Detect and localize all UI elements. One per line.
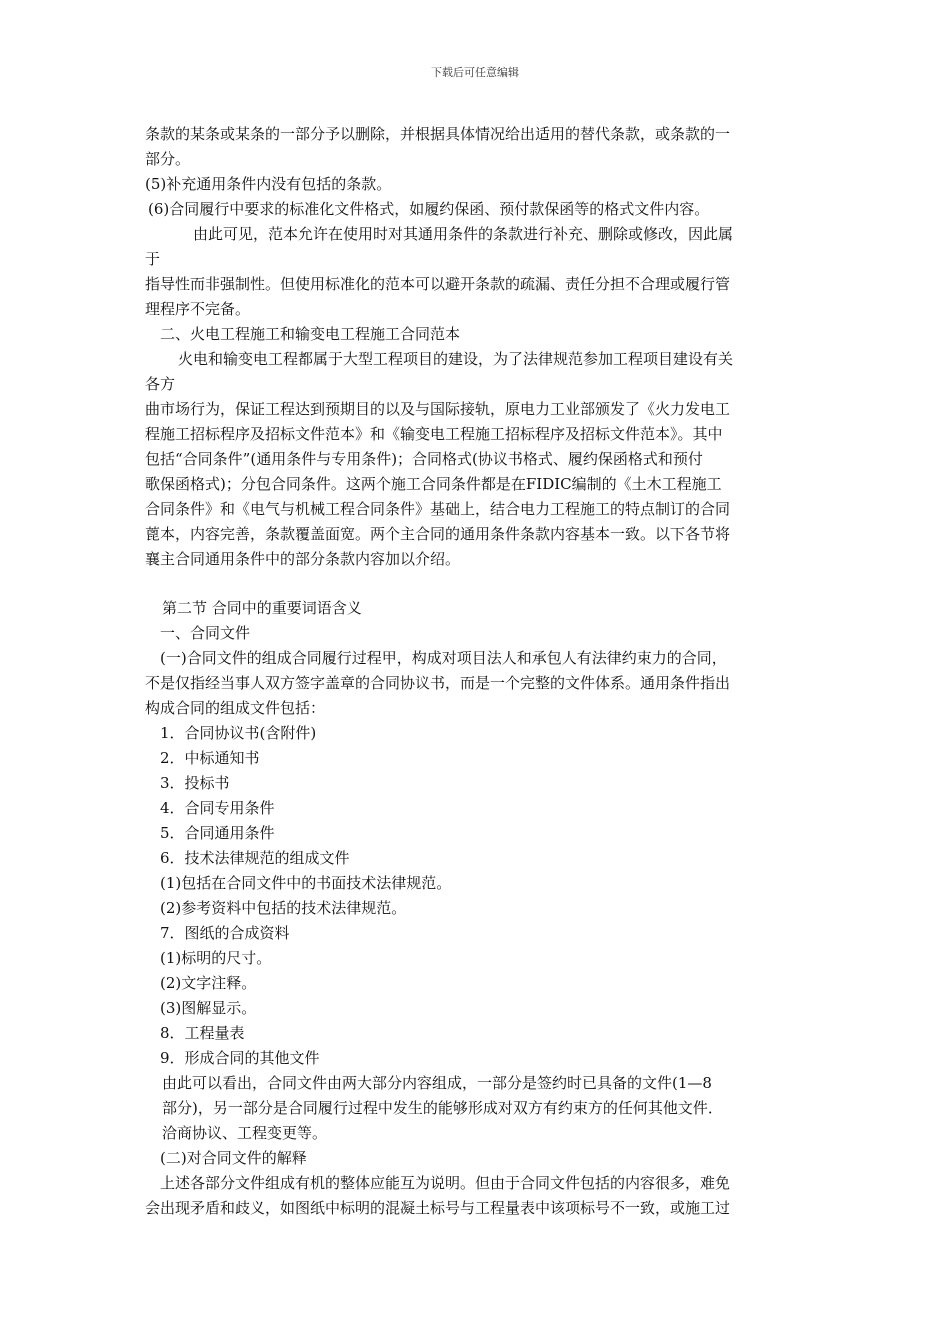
text-line: (6)合同履行中要求的标准化文件格式，如履约保函、预付款保函等的格式文件内容。: [148, 200, 710, 218]
text-line: 襄主合同通用条件中的部分条款内容加以介绍。: [145, 550, 461, 568]
text-line: 上述各部分文件组成有机的整体应能互为说明。但由于合同文件包括的内容很多，难免: [160, 1174, 731, 1192]
text-line: 曲市场行为，保证工程达到预期目的以及与国际接轨，原电力工业部颁发了《火力发电工: [145, 400, 731, 418]
list-item: 2．中标通知书: [160, 749, 260, 767]
section-heading: 第二节 合同中的重要词语含义: [162, 599, 362, 617]
text-line: 歌保函格式)；分包合同条件。这两个施工合同条件都是在FIDIC编制的《土木工程施工: [145, 475, 722, 493]
text-line: 部分)，另一部分是合同履行过程中发生的能够形成对双方有约束方的任何其他文件．: [162, 1099, 723, 1117]
list-item: 9．形成合同的其他文件: [160, 1049, 320, 1067]
list-item: (3)图解显示。: [160, 999, 257, 1017]
list-item: (1)包括在合同文件中的书面技术法律规范。: [160, 874, 452, 892]
text-line: (5)补充通用条件内没有包括的条款。: [145, 175, 392, 193]
section-heading: (二)对合同文件的解释: [160, 1149, 307, 1167]
list-item: 1．合同协议书(含附件): [160, 724, 317, 742]
text-line: 于: [145, 250, 161, 268]
page-header: 下载后可任意编辑: [431, 66, 519, 79]
text-line: 各方: [145, 375, 176, 393]
text-line: 部分。: [145, 150, 191, 168]
list-item: 3．投标书: [160, 774, 230, 792]
section-heading: 一、合同文件: [160, 624, 251, 642]
text-line: 构成合同的组成文件包括：: [145, 699, 326, 717]
list-item: 6．技术法律规范的组成文件: [160, 849, 350, 867]
text-line: 会出现矛盾和歧义，如图纸中标明的混凝土标号与工程量表中该项标号不一致，或施工过: [145, 1199, 731, 1217]
text-line: 洽商协议、工程变更等。: [162, 1124, 328, 1142]
text-line: 由此可以看出，合同文件由两大部分内容组成，一部分是签约时已具备的文件(1—8: [162, 1074, 712, 1092]
text-line: 条款的某条或某条的一部分予以删除，并根据具体情况给出适用的替代条款，或条款的一: [145, 125, 731, 143]
section-heading: 二、火电工程施工和输变电工程施工合同范本: [160, 325, 461, 343]
list-item: 7．图纸的合成资料: [160, 924, 290, 942]
list-item: 5．合同通用条件: [160, 824, 275, 842]
text-line: 合同条件》和《电气与机械工程合同条件》基础上，结合电力工程施工的特点制订的合同: [145, 500, 731, 518]
list-item: (2)参考资料中包括的技术法律规范。: [160, 899, 407, 917]
list-item: 8．工程量表: [160, 1024, 245, 1042]
text-line: 由此可见，范本允许在使用时对其通用条件的条款进行补充、删除或修改，因此属: [193, 225, 734, 243]
text-line: 火电和输变电工程都属于大型工程项目的建设，为了法律规范参加工程项目建设有关: [178, 350, 734, 368]
text-line: 程施工招标程序及招标文件范本》和《输变电工程施工招标程序及招标文件范本》。其中: [145, 425, 723, 443]
text-line: 包括“合同条件”(通用条件与专用条件)；合同格式(协议书格式、履约保函格式和预付: [145, 450, 703, 468]
list-item: 4．合同专用条件: [160, 799, 275, 817]
text-line: 指导性而非强制性。但使用标准化的范本可以避开条款的疏漏、责任分担不合理或履行管: [145, 275, 731, 293]
list-item: (2)文字注释。: [160, 974, 257, 992]
text-line: 理程序不完备。: [145, 300, 251, 318]
list-item: (1)标明的尺寸。: [160, 949, 272, 967]
text-line: 蓖本，内容完善，条款覆盖面宽。两个主合同的通用条件条款内容基本一致。以下各节将: [145, 525, 731, 543]
text-line: (一)合同文件的组成合同履行过程甲，构成对项目法人和承包人有法律约束力的合同，: [160, 649, 727, 667]
text-line: 不是仅指经当事人双方签字盖章的合同协议书，而是一个完整的文件体系。通用条件指出: [145, 674, 731, 692]
